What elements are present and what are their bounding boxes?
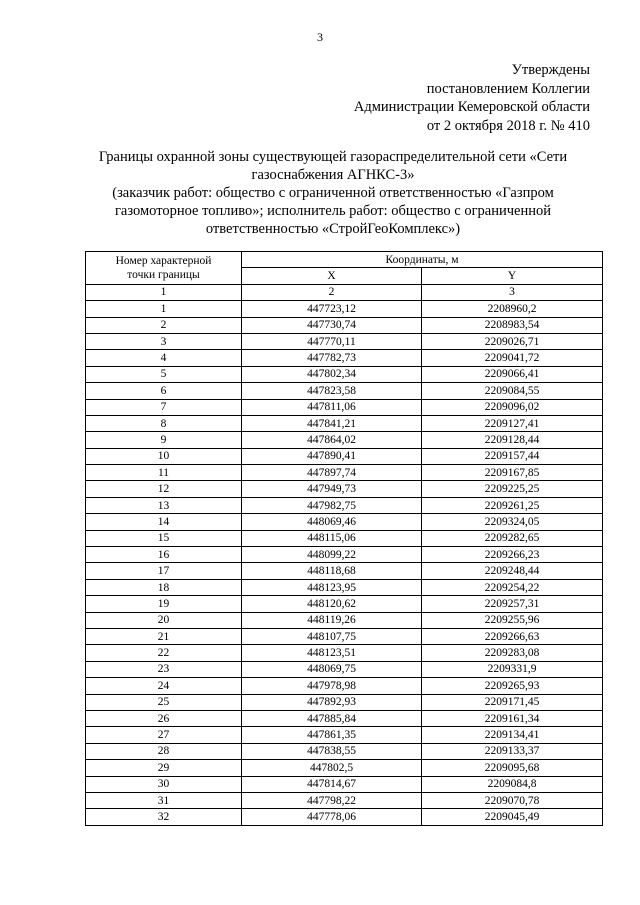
x-cell: 447782,73 (242, 350, 422, 366)
y-cell: 2209248,44 (422, 563, 603, 579)
title-line: газоснабжения АГНКС-3» (251, 167, 415, 183)
approval-line: Утверждены (511, 62, 590, 78)
approval-block (330, 61, 590, 135)
y-cell: 2209026,71 (422, 333, 603, 349)
x-cell: 447730,74 (242, 317, 422, 333)
x-cell: 447885,84 (242, 710, 422, 726)
approval-line: от 2 октября 2018 г. № 410 (426, 117, 590, 134)
x-cell: 448119,26 (242, 612, 422, 628)
y-cell: 2209266,23 (422, 547, 603, 563)
point-cell: 25 (86, 694, 242, 710)
table-row (86, 579, 603, 595)
table-row (86, 350, 603, 366)
y-cell: 2209266,63 (422, 628, 603, 644)
table-row (86, 514, 603, 530)
point-cell: 4 (86, 350, 242, 366)
x-cell: 448069,75 (242, 661, 422, 677)
y-cell: 2209257,31 (422, 596, 603, 612)
y-cell: 2209133,37 (422, 743, 603, 759)
point-cell: 5 (86, 366, 242, 382)
column-number: 2 (242, 284, 422, 300)
point-cell: 9 (86, 432, 242, 448)
y-cell: 2208983,54 (422, 317, 603, 333)
y-cell: 2209283,08 (422, 645, 603, 661)
y-cell: 2209096,02 (422, 399, 603, 415)
table-row (86, 776, 603, 792)
table-row (86, 563, 603, 579)
x-cell: 447814,67 (242, 776, 422, 792)
table-row (86, 694, 603, 710)
x-cell: 447802,34 (242, 366, 422, 382)
y-cell: 2209134,41 (422, 727, 603, 743)
y-cell: 2209324,05 (422, 514, 603, 530)
y-cell: 2209084,55 (422, 383, 603, 399)
table-row (86, 628, 603, 644)
point-cell: 8 (86, 415, 242, 431)
point-cell: 13 (86, 497, 242, 513)
x-cell: 447811,06 (242, 399, 422, 415)
x-cell: 448069,46 (242, 514, 422, 530)
x-cell: 447823,58 (242, 383, 422, 399)
x-cell: 447949,73 (242, 481, 422, 497)
x-cell: 448123,95 (242, 579, 422, 595)
point-cell: 14 (86, 514, 242, 530)
column-number: 1 (86, 284, 242, 300)
y-cell: 2209167,85 (422, 465, 603, 481)
x-cell: 448115,06 (242, 530, 422, 546)
point-cell: 19 (86, 596, 242, 612)
table-row (86, 612, 603, 628)
x-cell: 447770,11 (242, 333, 422, 349)
x-cell: 447861,35 (242, 727, 422, 743)
table-row (86, 727, 603, 743)
x-cell: 448123,51 (242, 645, 422, 661)
y-cell: 2209157,44 (422, 448, 603, 464)
header-x: X (242, 268, 422, 284)
table-row (86, 760, 603, 776)
header-point-line2: точки границы (127, 268, 200, 281)
x-cell: 447982,75 (242, 497, 422, 513)
title-line: (заказчик работ: общество с ограниченной ответственностью «Газпром (112, 185, 554, 201)
y-cell: 2209161,34 (422, 710, 603, 726)
x-cell: 447897,74 (242, 465, 422, 481)
point-cell: 16 (86, 547, 242, 563)
title-line: ответственностью «СтройГеоКомплекс») (205, 221, 461, 237)
x-cell: 447798,22 (242, 792, 422, 808)
x-cell: 448120,62 (242, 596, 422, 612)
x-cell: 447778,06 (242, 809, 422, 825)
table-row (86, 661, 603, 677)
approval-line: Администрации Кемеровской области (353, 99, 590, 115)
point-cell: 27 (86, 727, 242, 743)
point-cell: 2 (86, 317, 242, 333)
table-row (86, 792, 603, 808)
header-point-line1: Номер характерной (115, 254, 212, 267)
point-cell: 10 (86, 448, 242, 464)
y-cell: 2208960,2 (422, 301, 603, 317)
y-cell: 2209225,25 (422, 481, 603, 497)
x-cell: 448118,68 (242, 563, 422, 579)
y-cell: 2209261,25 (422, 497, 603, 513)
y-cell: 2209127,41 (422, 415, 603, 431)
point-cell: 18 (86, 579, 242, 595)
table-row (86, 465, 603, 481)
x-cell: 447841,21 (242, 415, 422, 431)
x-cell: 447723,12 (242, 301, 422, 317)
table-row (86, 383, 603, 399)
x-cell: 447802,5 (242, 760, 422, 776)
point-cell: 15 (86, 530, 242, 546)
title-line: газомоторное топливо»; исполнитель работ: общество с ограниченной (114, 203, 551, 219)
y-cell: 2209128,44 (422, 432, 603, 448)
x-cell: 447892,93 (242, 694, 422, 710)
coordinates-table (85, 251, 603, 826)
point-cell: 3 (86, 333, 242, 349)
point-cell: 31 (86, 792, 242, 808)
y-cell: 2209331,9 (422, 661, 603, 677)
point-cell: 26 (86, 710, 242, 726)
header-coordinates: Координаты, м (242, 252, 603, 268)
table-row (86, 596, 603, 612)
table-row (86, 645, 603, 661)
y-cell: 2209070,78 (422, 792, 603, 808)
point-cell: 1 (86, 301, 242, 317)
title-line: Границы охранной зоны существующей газораспределительной сети «Сети (98, 149, 568, 165)
column-number: 3 (422, 284, 603, 300)
approval-line: постановлением Коллегии (426, 80, 590, 97)
y-cell: 2209171,45 (422, 694, 603, 710)
y-cell: 2209265,93 (422, 678, 603, 694)
y-cell: 2209282,65 (422, 530, 603, 546)
point-cell: 11 (86, 465, 242, 481)
x-cell: 448107,75 (242, 628, 422, 644)
point-cell: 30 (86, 776, 242, 792)
table-row (86, 497, 603, 513)
table-body (86, 301, 603, 826)
x-cell: 447978,98 (242, 678, 422, 694)
table-row (86, 678, 603, 694)
point-cell: 23 (86, 661, 242, 677)
table-row (86, 530, 603, 546)
table-row (86, 399, 603, 415)
table-row (86, 366, 603, 382)
point-cell: 24 (86, 678, 242, 694)
x-cell: 448099,22 (242, 547, 422, 563)
y-cell: 2209254,22 (422, 579, 603, 595)
point-cell: 22 (86, 645, 242, 661)
point-cell: 29 (86, 760, 242, 776)
table-row (86, 448, 603, 464)
page-number: 3 (317, 30, 323, 44)
y-cell: 2209066,41 (422, 366, 603, 382)
y-cell: 2209255,96 (422, 612, 603, 628)
table-row (86, 547, 603, 563)
y-cell: 2209084,8 (422, 776, 603, 792)
point-cell: 28 (86, 743, 242, 759)
x-cell: 447890,41 (242, 448, 422, 464)
point-cell: 20 (86, 612, 242, 628)
point-cell: 21 (86, 628, 242, 644)
y-cell: 2209041,72 (422, 350, 603, 366)
table-row (86, 301, 603, 317)
table-row (86, 333, 603, 349)
table-row (86, 710, 603, 726)
header-y: Y (422, 268, 603, 284)
table-row (86, 432, 603, 448)
x-cell: 447864,02 (242, 432, 422, 448)
table-row (86, 809, 603, 825)
header-point-number (86, 252, 242, 285)
point-cell: 12 (86, 481, 242, 497)
y-cell: 2209095,68 (422, 760, 603, 776)
point-cell: 17 (86, 563, 242, 579)
point-cell: 6 (86, 383, 242, 399)
point-cell: 7 (86, 399, 242, 415)
y-cell: 2209045,49 (422, 809, 603, 825)
table-row (86, 481, 603, 497)
x-cell: 447838,55 (242, 743, 422, 759)
document-title (80, 148, 586, 238)
table-row (86, 317, 603, 333)
table-row (86, 415, 603, 431)
point-cell: 32 (86, 809, 242, 825)
table-row (86, 743, 603, 759)
